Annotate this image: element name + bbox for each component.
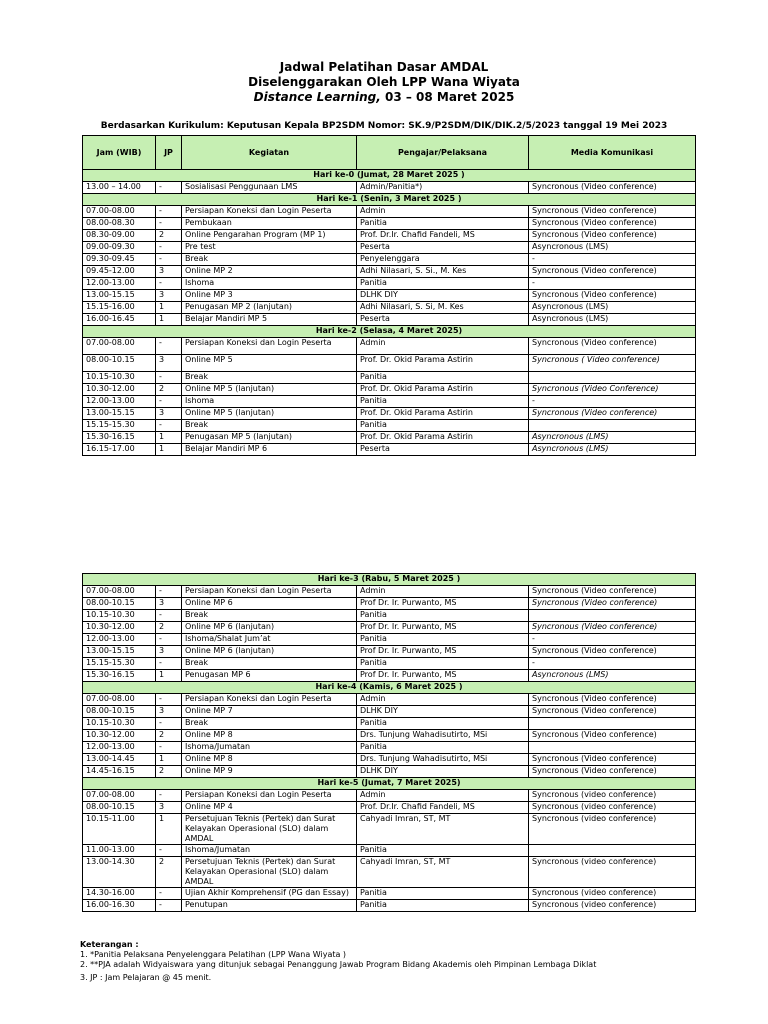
instructor-cell: Prof. Dr. Okid Parama Astirin: [357, 408, 529, 420]
table-header-row: [83, 136, 696, 170]
time-cell: 10.30-12.00: [83, 384, 156, 396]
table-row: [83, 408, 696, 420]
activity-cell: Ishoma: [182, 278, 357, 290]
jp-cell: -: [156, 254, 182, 266]
table-row: [83, 242, 696, 254]
activity-cell: Break: [182, 610, 357, 622]
table-row: [83, 266, 696, 278]
time-cell: 15.15-16.00: [83, 302, 156, 314]
activity-cell: Online MP 5: [182, 355, 357, 372]
table-row: [83, 888, 696, 900]
jp-cell: 3: [156, 408, 182, 420]
media-cell: Syncronous ( Video conference): [529, 355, 696, 372]
time-cell: 15.30-16.15: [83, 670, 156, 682]
instructor-cell: Peserta: [357, 444, 529, 456]
jp-cell: 1: [156, 814, 182, 845]
activity-cell: Break: [182, 372, 357, 384]
schedule-table-1: [82, 135, 696, 456]
notes-section: [80, 940, 596, 983]
time-cell: 13.00-14.30: [83, 857, 156, 888]
table-row: [83, 254, 696, 266]
table-row: [83, 432, 696, 444]
instructor-cell: Prof Dr. Ir. Purwanto, MS: [357, 670, 529, 682]
time-cell: 10.15-10.30: [83, 610, 156, 622]
time-cell: 12.00-13.00: [83, 634, 156, 646]
activity-cell: Break: [182, 658, 357, 670]
activity-cell: Online MP 5 (lanjutan): [182, 384, 357, 396]
jp-cell: 1: [156, 314, 182, 326]
activity-cell: Online MP 5 (lanjutan): [182, 408, 357, 420]
instructor-cell: Admin: [357, 338, 529, 355]
time-cell: 09.45-12.00: [83, 266, 156, 278]
time-cell: 10.30-12.00: [83, 622, 156, 634]
day-header-row: [83, 326, 696, 338]
jp-cell: 3: [156, 266, 182, 278]
jp-cell: 1: [156, 444, 182, 456]
time-cell: 13.00 – 14.00: [83, 182, 156, 194]
jp-cell: 3: [156, 646, 182, 658]
document-title: Jadwal Pelatihan Dasar AMDAL: [279, 60, 489, 74]
time-cell: 16.00-16.30: [83, 900, 156, 912]
activity-cell: Sosialisasi Penggunaan LMS: [182, 182, 357, 194]
instructor-cell: Admin: [357, 790, 529, 802]
note-item: 3. JP : Jam Pelajaran @ 45 menit.: [80, 973, 212, 982]
time-cell: 10.15-10.30: [83, 372, 156, 384]
jp-cell: -: [156, 634, 182, 646]
instructor-cell: Panitia: [357, 888, 529, 900]
time-cell: 07.00-08.00: [83, 694, 156, 706]
media-cell: -: [529, 254, 696, 266]
table-row: [83, 670, 696, 682]
day-header-row: [83, 170, 696, 182]
instructor-cell: Admin/Panitia*): [357, 182, 529, 194]
activity-cell: Ishoma/Shalat Jum’at: [182, 634, 357, 646]
instructor-cell: Admin: [357, 206, 529, 218]
instructor-cell: DLHK DIY: [357, 766, 529, 778]
table-row: [83, 857, 696, 888]
jp-cell: 3: [156, 706, 182, 718]
instructor-cell: Prof. Dr.Ir. Chafid Fandeli, MS: [357, 802, 529, 814]
col-header-media: Media Komunikasi: [529, 136, 696, 170]
time-cell: 13.00-15.15: [83, 290, 156, 302]
jp-cell: -: [156, 742, 182, 754]
instructor-cell: Panitia: [357, 845, 529, 857]
table-row: [83, 420, 696, 432]
jp-cell: -: [156, 900, 182, 912]
time-cell: 15.30-16.15: [83, 432, 156, 444]
media-cell: Asyncronous (LMS): [529, 670, 696, 682]
instructor-cell: Admin: [357, 586, 529, 598]
jp-cell: 1: [156, 754, 182, 766]
activity-cell: Break: [182, 420, 357, 432]
media-cell: [529, 845, 696, 857]
table-row: [83, 742, 696, 754]
media-cell: Syncronous (video conference): [529, 857, 696, 888]
table-row: [83, 586, 696, 598]
time-cell: 07.00-08.00: [83, 206, 156, 218]
jp-cell: -: [156, 182, 182, 194]
date-range: 03 – 08 Maret 2025: [380, 90, 515, 104]
activity-cell: Persiapan Koneksi dan Login Peserta: [182, 694, 357, 706]
instructor-cell: Prof Dr. Ir. Purwanto, MS: [357, 598, 529, 610]
media-cell: Syncronous (Video conference): [529, 408, 696, 420]
time-cell: 13.00-14.45: [83, 754, 156, 766]
notes-title: Keterangan :: [80, 940, 139, 949]
instructor-cell: Panitia: [357, 278, 529, 290]
media-cell: Syncronous (Video conference): [529, 182, 696, 194]
table-row: [83, 658, 696, 670]
schedule-table-2: [82, 573, 696, 912]
note-item: 2. **PJA adalah Widyaiswara yang ditunjuk sebagai Penanggung Jawab Program Bidang Akademis oleh Pimpinan Lembaga Diklat: [80, 960, 597, 969]
instructor-cell: Drs. Tunjung Wahadisutirto, MSi: [357, 754, 529, 766]
table-row: [83, 218, 696, 230]
instructor-cell: Adhi Nilasari, S. Si, M. Kes: [357, 302, 529, 314]
jp-cell: 3: [156, 598, 182, 610]
table-row: [83, 396, 696, 408]
table-row: [83, 718, 696, 730]
time-cell: 07.00-08.00: [83, 790, 156, 802]
activity-cell: Online MP 8: [182, 754, 357, 766]
media-cell: -: [529, 278, 696, 290]
activity-cell: Online Pengarahan Program (MP 1): [182, 230, 357, 242]
instructor-cell: Prof. Dr. Okid Parama Astirin: [357, 355, 529, 372]
activity-cell: Persiapan Koneksi dan Login Peserta: [182, 790, 357, 802]
jp-cell: -: [156, 694, 182, 706]
time-cell: 15.15-15.30: [83, 420, 156, 432]
table-row: [83, 790, 696, 802]
time-cell: 12.00-13.00: [83, 278, 156, 290]
activity-cell: Persetujuan Teknis (Pertek) dan Surat Kelayakan Operasional (SLO) dalam AMDAL: [182, 814, 357, 845]
table-row: [83, 444, 696, 456]
media-cell: Syncronous (Video conference): [529, 230, 696, 242]
table-row: [83, 182, 696, 194]
activity-cell: Penugasan MP 6: [182, 670, 357, 682]
jp-cell: 3: [156, 290, 182, 302]
media-cell: Syncronous (Video conference): [529, 290, 696, 302]
table-row: [83, 706, 696, 718]
mode-date-line: [0, 90, 768, 105]
media-cell: Asyncronous (LMS): [529, 432, 696, 444]
media-cell: Syncronous (video conference): [529, 900, 696, 912]
time-cell: 10.15-11.00: [83, 814, 156, 845]
activity-cell: Persetujuan Teknis (Pertek) dan Surat Kelayakan Operasional (SLO) dalam AMDAL: [182, 857, 357, 888]
jp-cell: -: [156, 218, 182, 230]
table-row: [83, 845, 696, 857]
activity-cell: Break: [182, 254, 357, 266]
time-cell: 12.00-13.00: [83, 396, 156, 408]
time-cell: 09.30-09.45: [83, 254, 156, 266]
jp-cell: 1: [156, 302, 182, 314]
time-cell: 15.15-15.30: [83, 658, 156, 670]
instructor-cell: Prof. Dr. Okid Parama Astirin: [357, 432, 529, 444]
instructor-cell: Drs. Tunjung Wahadisutirto, MSi: [357, 730, 529, 742]
activity-cell: Pre test: [182, 242, 357, 254]
instructor-cell: Panitia: [357, 658, 529, 670]
activity-cell: Ishoma/Jumatan: [182, 845, 357, 857]
media-cell: [529, 372, 696, 384]
table-row: [83, 766, 696, 778]
table-row: [83, 754, 696, 766]
activity-cell: Online MP 4: [182, 802, 357, 814]
media-cell: Syncronous (Video conference): [529, 622, 696, 634]
media-cell: Asyncronous (LMS): [529, 444, 696, 456]
table-row: [83, 634, 696, 646]
instructor-cell: Prof. Dr. Okid Parama Astirin: [357, 384, 529, 396]
table-row: [83, 355, 696, 372]
jp-cell: -: [156, 420, 182, 432]
table-row: [83, 814, 696, 845]
table-row: [83, 598, 696, 610]
media-cell: Syncronous (Video conference): [529, 338, 696, 355]
time-cell: 08.00-10.15: [83, 355, 156, 372]
time-cell: 08.00-10.15: [83, 706, 156, 718]
table-row: [83, 610, 696, 622]
media-cell: Asyncronous (LMS): [529, 314, 696, 326]
time-cell: 08.00-10.15: [83, 802, 156, 814]
jp-cell: 2: [156, 730, 182, 742]
activity-cell: Online MP 9: [182, 766, 357, 778]
instructor-cell: Peserta: [357, 314, 529, 326]
media-cell: Syncronous (Video conference): [529, 598, 696, 610]
activity-cell: Online MP 7: [182, 706, 357, 718]
table-row: [83, 230, 696, 242]
media-cell: Syncronous (Video conference): [529, 694, 696, 706]
activity-cell: Persiapan Koneksi dan Login Peserta: [182, 206, 357, 218]
media-cell: Syncronous (Video conference): [529, 646, 696, 658]
activity-cell: Break: [182, 718, 357, 730]
jp-cell: -: [156, 718, 182, 730]
table-row: [83, 372, 696, 384]
media-cell: Syncronous (Video conference): [529, 754, 696, 766]
instructor-cell: Cahyadi Imran, ST, MT: [357, 857, 529, 888]
activity-cell: Belajar Mandiri MP 6: [182, 444, 357, 456]
instructor-cell: Peserta: [357, 242, 529, 254]
table-row: [83, 900, 696, 912]
jp-cell: 2: [156, 857, 182, 888]
activity-cell: Pembukaan: [182, 218, 357, 230]
time-cell: 13.00-15.15: [83, 646, 156, 658]
instructor-cell: Panitia: [357, 218, 529, 230]
media-cell: Syncronous (Video conference): [529, 766, 696, 778]
jp-cell: 1: [156, 432, 182, 444]
media-cell: -: [529, 634, 696, 646]
activity-cell: Persiapan Koneksi dan Login Peserta: [182, 338, 357, 355]
media-cell: Syncronous (video conference): [529, 814, 696, 845]
day-header-row: [83, 778, 696, 790]
activity-cell: Online MP 2: [182, 266, 357, 278]
activity-cell: Penugasan MP 5 (lanjutan): [182, 432, 357, 444]
activity-cell: Persiapan Koneksi dan Login Peserta: [182, 586, 357, 598]
table-row: [83, 802, 696, 814]
instructor-cell: Panitia: [357, 634, 529, 646]
time-cell: 16.15-17.00: [83, 444, 156, 456]
jp-cell: -: [156, 845, 182, 857]
instructor-cell: Panitia: [357, 372, 529, 384]
activity-cell: Ishoma: [182, 396, 357, 408]
day-header-row: [83, 194, 696, 206]
time-cell: 13.00-15.15: [83, 408, 156, 420]
col-header-jp: JP: [156, 136, 182, 170]
activity-cell: Penutupan: [182, 900, 357, 912]
instructor-cell: Panitia: [357, 900, 529, 912]
media-cell: [529, 718, 696, 730]
media-cell: [529, 610, 696, 622]
media-cell: Syncronous (Video conference): [529, 266, 696, 278]
time-cell: 10.30-12.00: [83, 730, 156, 742]
media-cell: Syncronous (video conference): [529, 888, 696, 900]
media-cell: Asyncronous (LMS): [529, 302, 696, 314]
activity-cell: Online MP 8: [182, 730, 357, 742]
organizer-line: Diselenggarakan Oleh LPP Wana Wiyata: [248, 75, 520, 89]
table-row: [83, 278, 696, 290]
media-cell: Syncronous (Video conference): [529, 206, 696, 218]
time-cell: 09.00-09.30: [83, 242, 156, 254]
col-header-time: Jam (WIB): [83, 136, 156, 170]
table-row: [83, 290, 696, 302]
time-cell: 12.00-13.00: [83, 742, 156, 754]
instructor-cell: Panitia: [357, 396, 529, 408]
time-cell: 10.15-10.30: [83, 718, 156, 730]
activity-cell: Online MP 6: [182, 598, 357, 610]
instructor-cell: Prof Dr. Ir. Purwanto, MS: [357, 646, 529, 658]
time-cell: 16.00-16.45: [83, 314, 156, 326]
instructor-cell: Admin: [357, 694, 529, 706]
jp-cell: -: [156, 206, 182, 218]
instructor-cell: Cahyadi Imran, ST, MT: [357, 814, 529, 845]
jp-cell: 2: [156, 230, 182, 242]
jp-cell: -: [156, 658, 182, 670]
media-cell: Syncronous (Video conference): [529, 706, 696, 718]
time-cell: 14.30-16.00: [83, 888, 156, 900]
instructor-cell: Panitia: [357, 718, 529, 730]
instructor-cell: DLHK DIY: [357, 290, 529, 302]
instructor-cell: Penyelenggara: [357, 254, 529, 266]
media-cell: Syncronous (video conference): [529, 802, 696, 814]
media-cell: [529, 420, 696, 432]
day-header: Hari ke-3 (Rabu, 5 Maret 2025 ): [83, 574, 696, 586]
activity-cell: Online MP 3: [182, 290, 357, 302]
media-cell: Syncronous (Video conference): [529, 730, 696, 742]
day-header: Hari ke-5 (Jumat, 7 Maret 2025): [83, 778, 696, 790]
instructor-cell: Prof Dr. Ir. Purwanto, MS: [357, 622, 529, 634]
jp-cell: -: [156, 610, 182, 622]
media-cell: -: [529, 396, 696, 408]
jp-cell: -: [156, 888, 182, 900]
instructor-cell: DLHK DIY: [357, 706, 529, 718]
time-cell: 08.00-08.30: [83, 218, 156, 230]
day-header: Hari ke-1 (Senin, 3 Maret 2025 ): [83, 194, 696, 206]
media-cell: -: [529, 658, 696, 670]
col-header-instructor: Pengajar/Pelaksana: [357, 136, 529, 170]
jp-cell: 1: [156, 670, 182, 682]
jp-cell: -: [156, 372, 182, 384]
jp-cell: -: [156, 338, 182, 355]
time-cell: 07.00-08.00: [83, 338, 156, 355]
jp-cell: 3: [156, 355, 182, 372]
table-row: [83, 646, 696, 658]
activity-cell: Online MP 6 (lanjutan): [182, 646, 357, 658]
document-header: [0, 60, 768, 105]
media-cell: Syncronous (Video conference): [529, 586, 696, 598]
curriculum-basis: Berdasarkan Kurikulum: Keputusan Kepala BP2SDM Nomor: SK.9/P2SDM/DIK/DIK.2/5/2023 tanggal 19 Mei 2023: [100, 121, 668, 131]
instructor-cell: Adhi Nilasari, S. Si., M. Kes: [357, 266, 529, 278]
table-row: [83, 338, 696, 355]
activity-cell: Belajar Mandiri MP 5: [182, 314, 357, 326]
day-header: Hari ke-0 (Jumat, 28 Maret 2025 ): [83, 170, 696, 182]
media-cell: [529, 742, 696, 754]
table-row: [83, 384, 696, 396]
table-row: [83, 206, 696, 218]
jp-cell: -: [156, 790, 182, 802]
activity-cell: Online MP 6 (lanjutan): [182, 622, 357, 634]
instructor-cell: Panitia: [357, 610, 529, 622]
note-item: 1. *Panitia Pelaksana Penyelenggara Pelatihan (LPP Wana Wiyata ): [80, 950, 347, 959]
jp-cell: 2: [156, 622, 182, 634]
instructor-cell: Panitia: [357, 420, 529, 432]
mode-label: Distance Learning,: [253, 90, 381, 104]
jp-cell: -: [156, 396, 182, 408]
jp-cell: -: [156, 242, 182, 254]
activity-cell: Ishoma/Jumatan: [182, 742, 357, 754]
instructor-cell: Prof. Dr.Ir. Chafid Fandeli, MS: [357, 230, 529, 242]
table-row: [83, 314, 696, 326]
time-cell: 14.45-16.15: [83, 766, 156, 778]
day-header-row: [83, 682, 696, 694]
time-cell: 11.00-13.00: [83, 845, 156, 857]
day-header: Hari ke-2 (Selasa, 4 Maret 2025): [83, 326, 696, 338]
activity-cell: Ujian Akhir Komprehensif (PG dan Essay): [182, 888, 357, 900]
jp-cell: -: [156, 278, 182, 290]
table-row: [83, 730, 696, 742]
jp-cell: 3: [156, 802, 182, 814]
col-header-activity: Kegiatan: [182, 136, 357, 170]
day-header-row: [83, 574, 696, 586]
media-cell: Syncronous (Video conference): [529, 218, 696, 230]
time-cell: 07.00-08.00: [83, 586, 156, 598]
jp-cell: -: [156, 586, 182, 598]
media-cell: Syncronous (Video Conference): [529, 384, 696, 396]
media-cell: Asyncronous (LMS): [529, 242, 696, 254]
table-row: [83, 622, 696, 634]
table-row: [83, 694, 696, 706]
instructor-cell: Panitia: [357, 742, 529, 754]
jp-cell: 2: [156, 384, 182, 396]
activity-cell: Penugasan MP 2 (lanjutan): [182, 302, 357, 314]
media-cell: Syncronous (video conference): [529, 790, 696, 802]
time-cell: 08.30-09.00: [83, 230, 156, 242]
jp-cell: 2: [156, 766, 182, 778]
day-header: Hari ke-4 (Kamis, 6 Maret 2025 ): [83, 682, 696, 694]
table-row: [83, 302, 696, 314]
time-cell: 08.00-10.15: [83, 598, 156, 610]
